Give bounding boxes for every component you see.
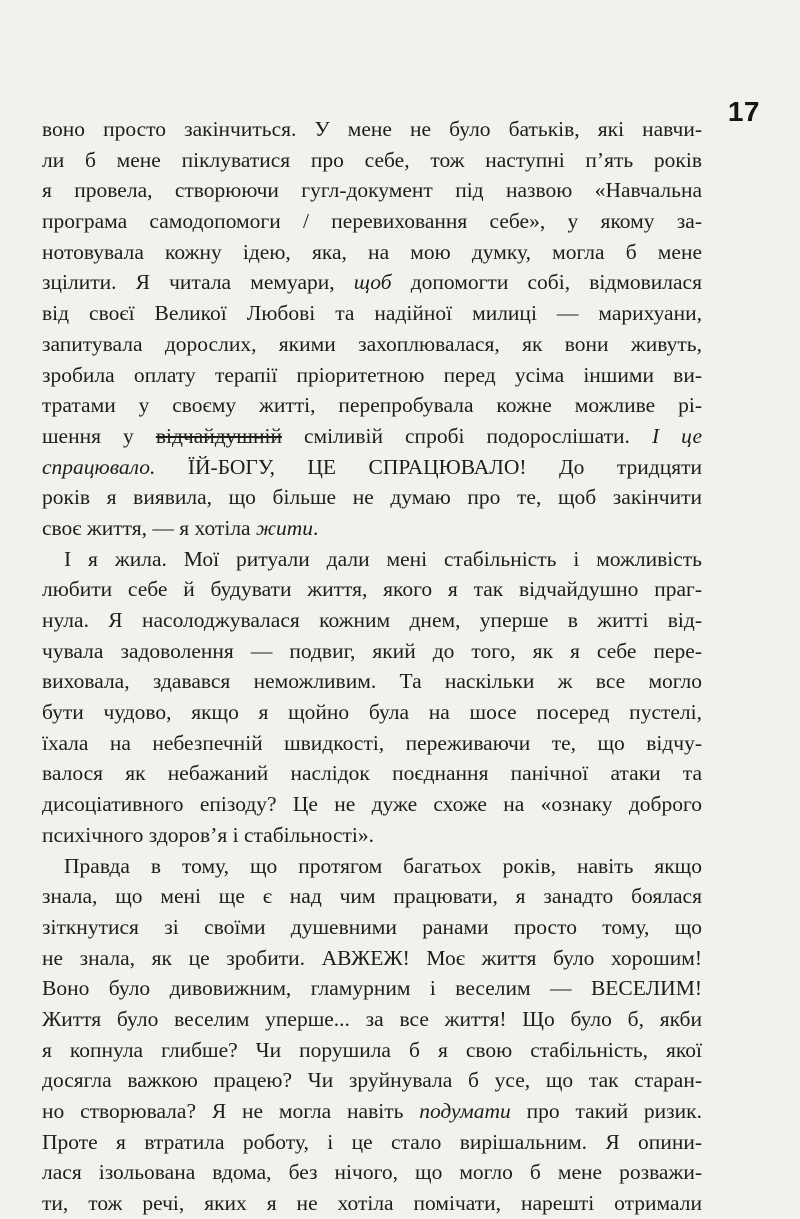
text-segment: но створювала? Я не могла навіть	[42, 1099, 420, 1123]
text-line	[42, 175, 702, 206]
text-segment: допомогти собі, відмовилася	[391, 270, 702, 295]
text-segment: своє життя, — я хотіла	[42, 515, 256, 540]
text-line	[42, 1157, 702, 1188]
text-line	[42, 666, 702, 697]
text-segment: шення у	[42, 423, 156, 448]
text-segment: чувала задоволення — подвиг, який до того, як я себе пере-	[42, 638, 702, 663]
text-segment: валося як небажаний наслідок поєднання панічної атаки та	[42, 761, 702, 786]
text-line	[42, 973, 702, 1004]
text-segment: воно просто закінчиться. У мене не було батьків, які навчи-	[42, 117, 702, 141]
text-segment: нотовувала кожну ідею, яка, на мою думку, могла б мене	[42, 239, 702, 264]
text-line	[42, 145, 702, 176]
text-segment: програма самодопомоги / перевиховання себе», у якому за-	[42, 209, 702, 234]
italic-text: спрацювало.	[42, 454, 156, 479]
text-line	[42, 636, 702, 667]
text-segment: І я жила. Мої ритуали дали мені стабільність і можливість	[64, 546, 702, 571]
text-line	[42, 697, 702, 728]
text-line	[42, 1065, 702, 1096]
text-line	[42, 390, 702, 421]
text-line	[42, 820, 702, 851]
page-number: 17	[727, 96, 760, 127]
text-segment: нула. Я насолоджувалася кожним днем, уперше в житті від-	[42, 608, 702, 632]
text-line	[42, 298, 702, 329]
text-segment: досягла важкою працею? Чи зруйнувала б усе, що так старан-	[42, 1068, 702, 1093]
text-line	[42, 482, 702, 513]
text-line	[42, 605, 702, 636]
text-line	[42, 851, 702, 882]
text-segment: Життя було веселим уперше... за все життя! Що було б, якби	[42, 1006, 702, 1031]
text-segment: любити себе й будувати життя, якого я так відчайдушно праг-	[42, 577, 702, 602]
text-line	[42, 421, 702, 452]
body-text	[42, 114, 702, 1219]
text-segment: я провела, створюючи гугл-документ під назвою «Навчальна	[42, 178, 702, 203]
text-segment: про такий ризик.	[510, 1099, 702, 1123]
text-segment: їхала на небезпечній швидкості, переживаючи те, що відчу-	[42, 730, 702, 755]
italic-text: подумати	[419, 1099, 511, 1123]
text-segment: не знала, як це зробити. АВЖЕЖ! Моє життя було хорошим!	[42, 945, 702, 970]
text-line	[42, 1035, 702, 1066]
text-segment: від своєї Великої Любові та надійної милиці — марихуани,	[42, 301, 702, 326]
text-segment: зіткнутися зі своїми душевними ранами просто тому, що	[42, 914, 702, 939]
text-segment: бути чудово, якщо я щойно була на шосе посеред пустелі,	[42, 700, 702, 725]
text-segment: психічного здоров’я і стабільності».	[42, 822, 374, 847]
text-line	[42, 912, 702, 943]
strikethrough-text: відчайдушній	[155, 423, 282, 448]
text-segment: я копнула глибше? Чи порушила б я свою стабільність, якої	[42, 1037, 702, 1062]
text-segment: зцілити. Я читала мемуари,	[42, 270, 354, 295]
text-segment: років я виявила, що більше не думаю про те, щоб закінчити	[42, 485, 702, 510]
text-segment: Проте я втратила роботу, і це стало вирішальним. Я опини-	[42, 1129, 702, 1154]
text-segment: виховала, здавався неможливим. Та наскільки ж все могло	[42, 669, 702, 694]
text-line	[42, 513, 702, 544]
text-line	[42, 267, 702, 298]
text-segment: зробила оплату терапії пріоритетною перед усіма іншими ви-	[42, 362, 702, 387]
text-line	[42, 206, 702, 237]
text-line	[42, 360, 702, 391]
italic-text: жити	[255, 515, 313, 540]
text-line	[42, 1004, 702, 1035]
text-line	[42, 237, 702, 268]
text-segment: тратами у своєму житті, перепробувала кожне можливе рі-	[42, 393, 702, 418]
text-line	[42, 1127, 702, 1158]
text-segment: .	[313, 515, 319, 540]
text-line	[42, 1188, 702, 1219]
text-segment: ЇЙ-БОГУ, ЦЕ СПРАЦЮВАЛО! До тридцяти	[155, 454, 702, 479]
text-segment: запитувала дорослих, якими захоплювалася, як вони живуть,	[42, 331, 702, 356]
text-line	[42, 728, 702, 759]
text-line	[42, 452, 702, 483]
text-segment: Воно було дивовижним, гламурним і веселим — ВЕСЕЛИМ!	[42, 976, 702, 1001]
italic-text: І це	[651, 423, 702, 448]
text-segment: ли б мене піклуватися про себе, тож наступні п’ять років	[42, 147, 702, 172]
text-line	[42, 574, 702, 605]
italic-text: щоб	[353, 270, 392, 295]
text-line	[42, 758, 702, 789]
text-segment: Правда в тому, що протягом багатьох років, навіть якщо	[64, 853, 702, 878]
text-line	[42, 881, 702, 912]
text-line	[42, 943, 702, 974]
text-line	[42, 329, 702, 360]
text-line	[42, 544, 702, 575]
text-segment: лася ізольована вдома, без нічого, що могло б мене розважи-	[42, 1160, 702, 1185]
text-segment: сміливій спробі подорослішати.	[281, 423, 652, 448]
text-line	[42, 114, 702, 145]
text-segment: знала, що мені ще є над чим працювати, я занадто боялася	[42, 884, 702, 909]
text-line	[42, 789, 702, 820]
text-segment: дисоціативного епізоду? Це не дуже схоже на «ознаку доброго	[42, 792, 702, 817]
text-segment: ти, тож речі, яких я не хотіла помічати, нарешті отримали	[42, 1191, 702, 1216]
text-line	[42, 1096, 702, 1127]
